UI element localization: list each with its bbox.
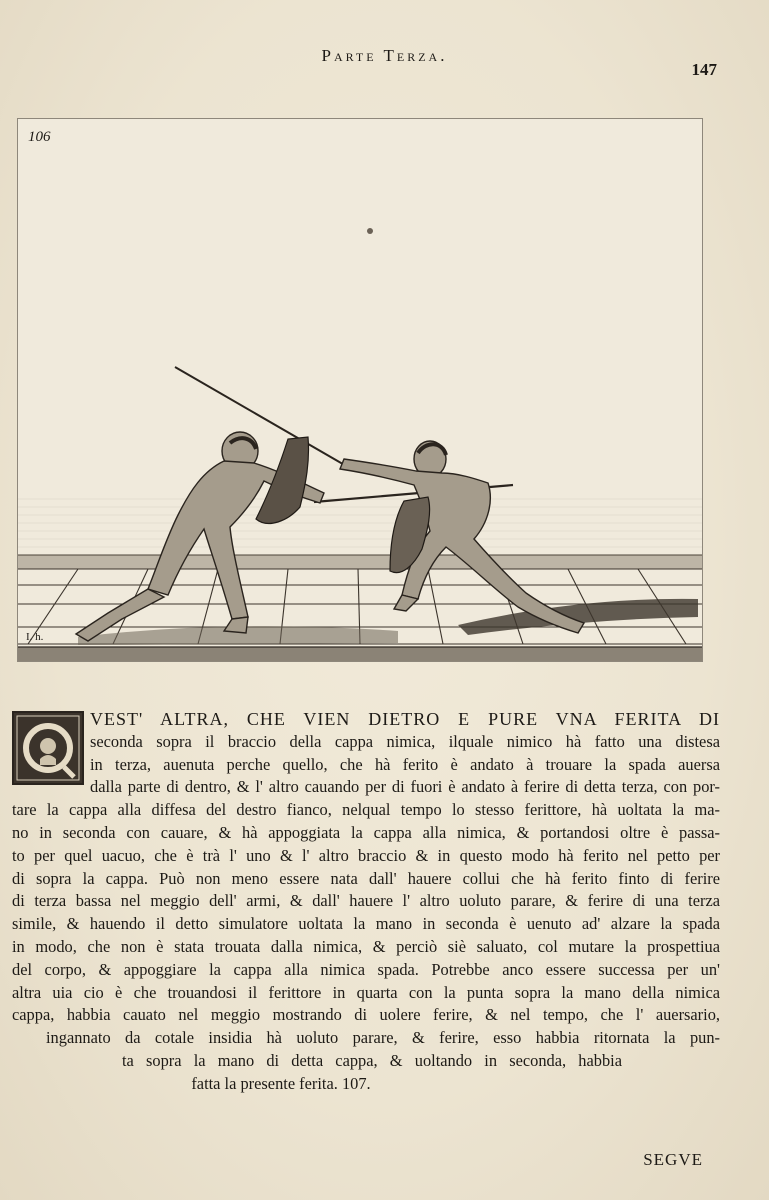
running-title: Parte Terza. (321, 46, 448, 65)
text-line-2: seconda sopra il braccio della cappa nimica, ilquale nimico hà fatto una distesa (90, 731, 720, 751)
text-line-17: fatta la presente ferita. 107. (191, 1073, 371, 1093)
plate-corner-mark: I. h. (26, 631, 44, 643)
fencing-engraving-illustration (18, 119, 702, 661)
text-line-15: ingannato da cotale insidia hà uoluto parare, & ferire, esso habbia ritornata la pun- (46, 1028, 720, 1048)
catchword: SEGVE (643, 1150, 703, 1169)
text-line-8: di sopra la cappa. Può non meno essere nata dall' hauere collui che hà ferito finto di ferire (12, 868, 720, 888)
text-line-3: in terza, auenuta perche quello, che hà ferito è andato à trouare la spada auersa (90, 754, 720, 774)
text-line-5: tare la cappa alla diffesa del destro fianco, nelqual tempo lo stesso ferittore, hà uoltata la ma- (12, 800, 720, 820)
ornamental-drop-cap (12, 711, 84, 785)
text-line-9: di terza bassa nel meggio dell' armi, & dall' hauere l' altro uoluto parare, & ferire di una terza (12, 891, 720, 911)
text-line-7: to per quel uacuo, che è trà l' uno & l' altro braccio & in questo modo hà ferito nel petto per (12, 845, 720, 865)
text-line-1: VEST' ALTRA, CHE VIEN DIETRO E PURE VNA FERITA DI (90, 709, 720, 729)
page-number: 147 (691, 60, 717, 79)
body-text (12, 708, 720, 1096)
text-line-14: cappa, habbia cauato nel meggio mostrando di uolere ferire, & nel tempo, che l' auersario, (12, 1005, 720, 1025)
text-line-12: del corpo, & appoggiare la cappa alla nimica spada. Potrebbe anco essere successa per un' (12, 959, 720, 979)
engraving-plate (17, 118, 703, 662)
text-line-16: ta sopra la mano di detta cappa, & uoltando in seconda, habbia (122, 1050, 622, 1070)
text-line-6: no in seconda con cauare, & hà appoggiata la cappa alla nimica, & portandosi oltre è passa- (12, 822, 720, 842)
text-line-10: simile, & hauendo il detto simulatore uoltata la mano in seconda è uenuto ad' alzare la spada (12, 914, 720, 934)
text-line-11: in modo, che non è stata trouata dalla nimica, & perciò siè saluato, col mutare la prospettiua (12, 936, 720, 956)
plate-number: 106 (28, 129, 51, 145)
text-line-13: altra uia cio è che trouandosi il ferittore in quarta con la punta sopra la mano della nimica (12, 982, 720, 1002)
text-line-4: dalla parte di dentro, & l' altro cauando per di fuori è andato à ferire di detta terza, con por- (90, 777, 720, 797)
